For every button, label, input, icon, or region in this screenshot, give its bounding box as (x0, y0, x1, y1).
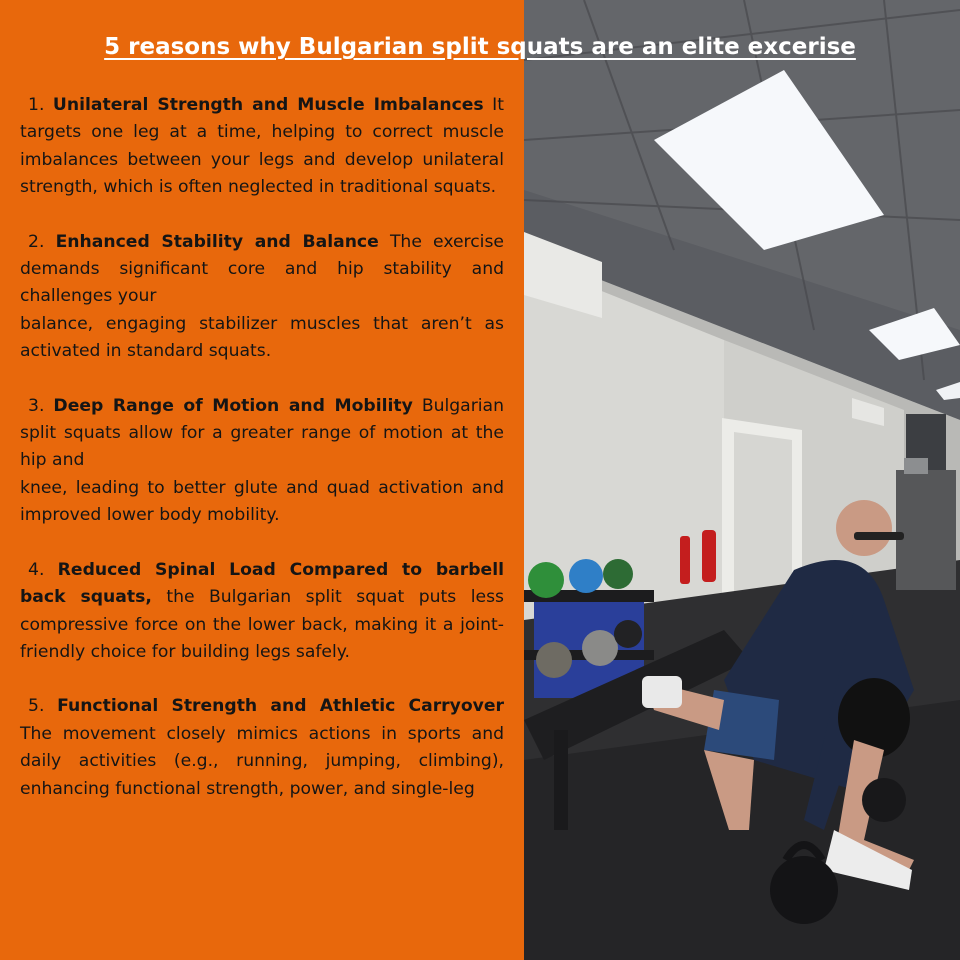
reason-body: It targets one leg at a time, helping to correct muscle imbalances between your legs and develop unilateral strength, which is often neglected in traditional squats. (20, 95, 504, 198)
reason-heading: Deep Range of Motion and Mobility (53, 395, 413, 416)
reason-heading: Reduced Spinal Load Compared to barbell back squats, (20, 559, 504, 608)
reason-body: Bulgarian split squats allow for a greater range of motion at the hip and (20, 395, 504, 471)
reason-number: 3 (28, 395, 39, 416)
reason-number: 2 (28, 231, 39, 252)
reason-item-1: 1. Unilateral Strength and Muscle Imbalances It targets one leg at a time, helping to correct muscle imbalances between your legs and develop unilateral strength, which is often neglected in traditional squats. (20, 95, 504, 198)
reason-body: The movement closely mimics actions in sports and daily activities (e.g., running, jumping, climbing), enhancing functional strength, power, and single-leg (20, 723, 504, 799)
gym-photo (524, 0, 960, 960)
reason-body: knee, leading to better glute and quad activation and improved lower body mobility. (20, 477, 504, 526)
reason-item-4: 4. Reduced Spinal Load Compared to barbell back squats, the Bulgarian split squat puts less compressive force on the lower back, making it a joint-friendly choice for building legs safely. (20, 559, 504, 662)
page-title: 5 reasons why Bulgarian split squats are an elite excerise (104, 34, 856, 60)
reason-body: balance, engaging stabilizer muscles that aren’t as activated in standard squats. (20, 313, 504, 362)
reason-item-5: 5. Functional Strength and Athletic Carryover The movement closely mimics actions in sports and daily activities (e.g., running, jumping, climbing), enhancing functional strength, power, and single-leg (20, 696, 504, 799)
reason-number: 4 (28, 559, 39, 580)
reason-body: The exercise demands significant core and hip stability and challenges your (20, 231, 504, 307)
reason-number: 1 (28, 95, 39, 115)
reason-heading: Unilateral Strength and Muscle Imbalances (52, 95, 484, 115)
reason-heading: Functional Strength and Athletic Carryover (57, 696, 504, 717)
reason-body: the Bulgarian split squat puts less compressive force on the lower back, making it a joint-friendly choice for building legs safely. (20, 587, 504, 662)
reason-item-2: 2. Enhanced Stability and Balance The exercise demands significant core and hip stability and challenges your balance, engaging stabilizer muscles that aren’t as activated in standard squats. (20, 231, 504, 362)
gym-photo-illustration (524, 0, 960, 960)
reason-heading: Enhanced Stability and Balance (55, 231, 379, 252)
reason-item-3: 3. Deep Range of Motion and Mobility Bulgarian split squats allow for a greater range of motion at the hip and knee, leading to better glute and quad activation and improved lower body mobility. (20, 395, 504, 526)
reasons-list (20, 92, 504, 830)
reason-number: 5 (28, 696, 39, 717)
